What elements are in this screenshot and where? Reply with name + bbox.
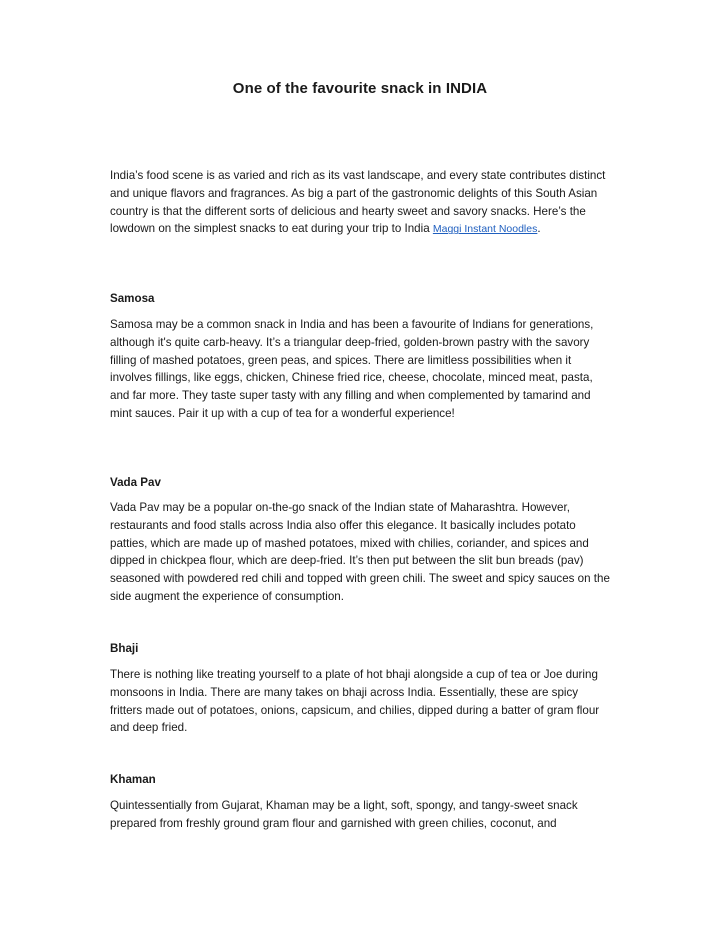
section-heading-vada-pav: Vada Pav — [110, 476, 161, 489]
intro-end: . — [537, 222, 541, 236]
section-body-samosa: Samosa may be a common snack in India and has been a favourite of Indians for generations, although it's quite carb-heavy. It’s a triangular deep-fried, golden-brown pastry with the savory filling of mashed potatoes, green peas, and spices. There are limitless possibilities when it involves fillings, like eggs, chicken, Chinese fried rice, cheese, chocolate, minced meat, pasta, and far more. They taste super tasty with any filling and when complemented by tamarind and mint sauces. Pair it up with a cup of tea for a wonderful experience! — [110, 318, 594, 420]
section-body-khaman: Quintessentially from Gujarat, Khaman may be a light, soft, spongy, and tangy-sweet snack prepared from freshly ground gram flour and garnished with green chilies, coconut, and — [110, 799, 578, 830]
intro-text: India’s food scene is as varied and rich as its vast landscape, and every state contributes distinct and unique flavors and fragrances. As big a part of the gastronomic delights of this South Asian country is that the different sorts of delicious and hearty sweet and savory snacks. Here’s the lowdown on the simplest snacks to eat during your trip to India — [110, 169, 606, 236]
intro-paragraph — [110, 167, 610, 239]
page-title: One of the favourite snack in INDIA — [232, 80, 488, 97]
section-body-bhaji: There is nothing like treating yourself to a plate of hot bhaji alongside a cup of tea or Joe during monsoons in India. There are many takes on bhaji across India. Essentially, these are spicy fritters made out of potatoes, onions, capsicum, and chilies, dipped during a batter of gram flour and deep fried. — [110, 668, 600, 735]
maggi-noodles-link[interactable]: Maggi Instant Noodles — [432, 223, 538, 236]
section-heading-bhaji: Bhaji — [110, 642, 139, 655]
section-heading-samosa: Samosa — [110, 292, 155, 305]
section-heading-khaman: Khaman — [110, 773, 156, 786]
section-body-vada-pav: Vada Pav may be a popular on-the-go snack of the Indian state of Maharashtra. However, restaurants and food stalls across India also offer this elegance. It basically includes potato patties, which are made up of mashed potatoes, mixed with chilies, coriander, and spices and dipped in chickpea flour, which are deep-fried. It’s then put between the slit bun breads (pav) seasoned with powdered red chili and topped with green chili. The sweet and spicy sauces on the side augment the experience of consumption. — [110, 501, 610, 603]
